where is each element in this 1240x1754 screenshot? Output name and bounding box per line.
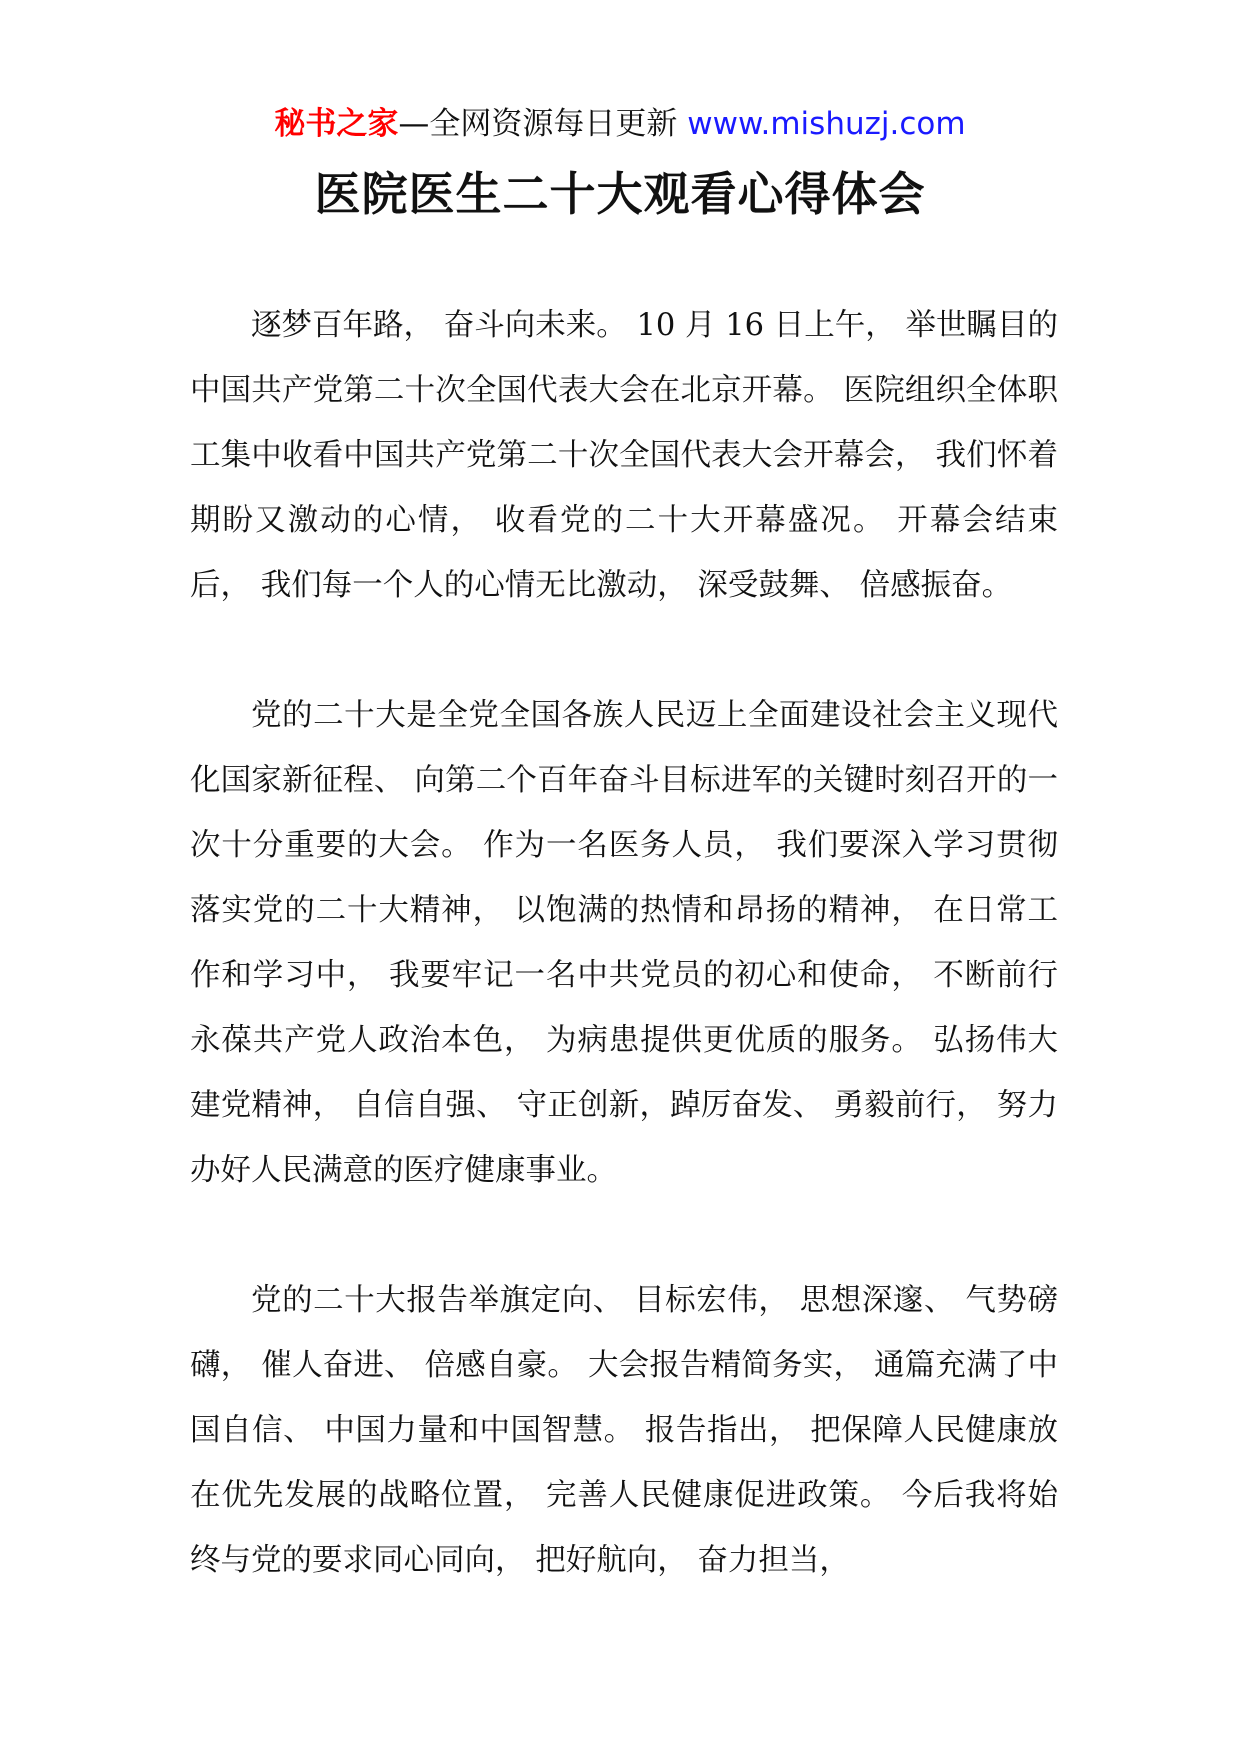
site-header (0, 100, 1240, 148)
paragraph-1: 逐梦百年路， 奋斗向未来。 10 月 16 日上午， 举世瞩目的中国共产党第二十次全国代表大会在北京开幕。 医院组织全体职工集中收看中国共产党第二十次全国代表大会开幕会， 我们怀着期盼又激动的心情， 收看党的二十大开幕盛况。 开幕会结束后， 我们每一个人的心情无比激动， 深受鼓舞、 倍感振奋。 (190, 308, 1058, 603)
paragraph-2: 党的二十大是全党全国各族人民迈上全面建设社会主义现代化国家新征程、 向第二个百年奋斗目标进军的关键时刻召开的一次十分重要的大会。 作为一名医务人员， 我们要深入学习贯彻落实党的二十大精神， 以饱满的热情和昂扬的精神， 在日常工作和学习中， 我要牢记一名中共党员的初心和使命， 不断前行永葆共产党人政治本色， 为病患提供更优质的服务。 弘扬伟大建党精神， 自信自强、 守正创新，踔厉奋发、 勇毅前行， 努力办好人民满意的医疗健康事业。 (190, 698, 1058, 1188)
site-brand: 秘书之家 (274, 106, 399, 142)
paragraph-3: 党的二十大报告举旗定向、 目标宏伟， 思想深邃、 气势磅礴， 催人奋进、 倍感自豪。 大会报告精简务实， 通篇充满了中国自信、 中国力量和中国智慧。 报告指出， 把保障人民健康放在优先发展的战略位置， 完善人民健康促进政策。 今后我将始终与党的要求同心同向， 把好航向， 奋力担当， (190, 1283, 1058, 1578)
site-slogan: —全网资源每日更新 (398, 106, 678, 142)
document-body (190, 293, 1058, 1593)
document-title: 医院医生二十大观看心得体会 (314, 167, 926, 221)
site-url-link[interactable]: www.mishuzj.com (687, 106, 966, 142)
